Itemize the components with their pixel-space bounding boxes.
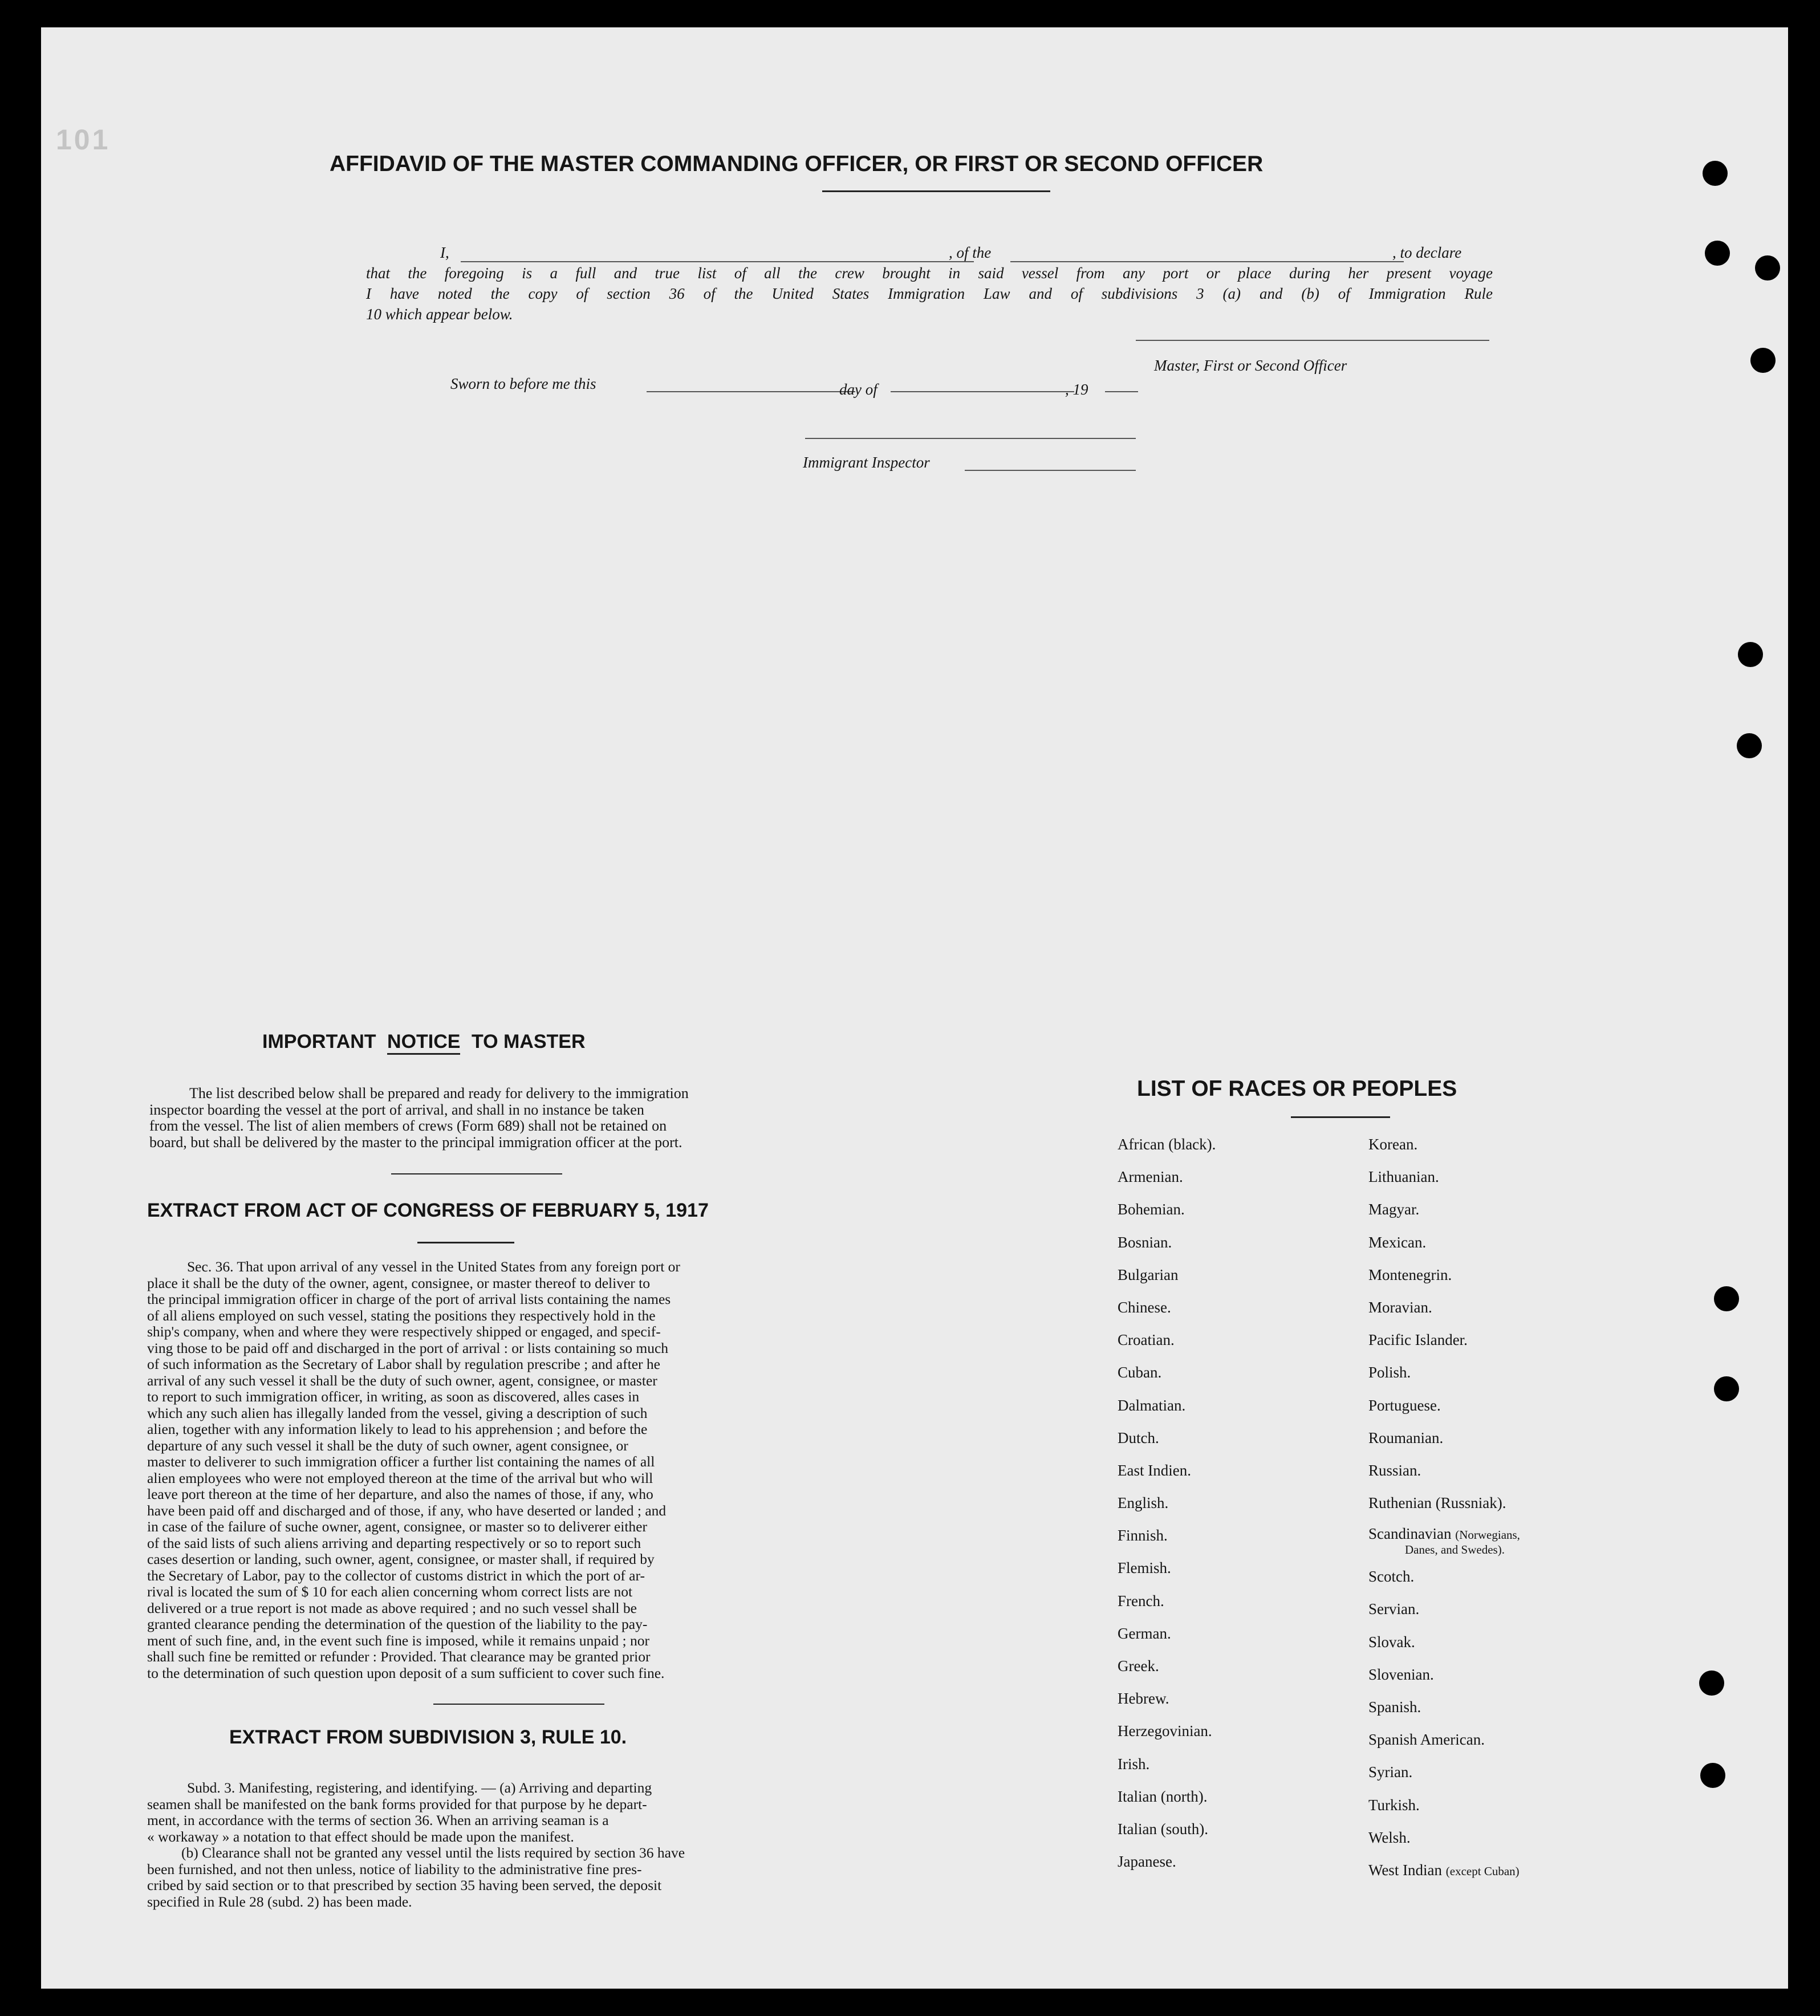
year-blank — [1105, 391, 1138, 392]
race-item: Montenegrin. — [1368, 1266, 1452, 1283]
race-item: Italian (south). — [1118, 1820, 1208, 1838]
notice-line: board, but shall be delivered by the master to the principal immigration officer at the port. — [149, 1133, 682, 1151]
act-line: Sec. 36. That upon arrival of any vessel in the United States from any foreign port or — [187, 1258, 680, 1275]
act-line: master to deliverer to such immigration officer a further list containing the names of all — [147, 1453, 655, 1470]
race-item: Lithuanian. — [1368, 1168, 1439, 1186]
race-item: Bohemian. — [1118, 1201, 1185, 1218]
race-item: Japanese. — [1118, 1853, 1176, 1871]
form-sheet — [41, 27, 1788, 1989]
race-item: Dalmatian. — [1118, 1396, 1186, 1414]
act-line: delivered or a true report is not made as above required ; and no such vessel shall be — [147, 1599, 637, 1616]
rule-line: been furnished, and not then unless, notice of liability to the administrative fine pres- — [147, 1860, 642, 1877]
act-divider — [433, 1704, 604, 1705]
race-item: Turkish. — [1368, 1796, 1420, 1814]
races-title: LIST OF RACES OR PEOPLES — [1137, 1076, 1457, 1101]
act-line: place it shall be the duty of the owner, agent, consignee, or master thereof to deliver to — [147, 1274, 650, 1291]
rule-line: ment, in accordance with the terms of section 36. When an arriving seaman is a — [147, 1812, 609, 1828]
race-item: Portuguese. — [1368, 1396, 1441, 1414]
race-item-west-indian — [1368, 1861, 1520, 1894]
race-item: Greek. — [1118, 1657, 1159, 1674]
act-line: alien employees who were not employed thereon at the time of the arrival but who will — [147, 1469, 653, 1486]
race-item: West Indian — [1368, 1861, 1443, 1879]
act-line: ving those to be paid off and discharged in the port of arrival : or lists containing so much — [147, 1339, 669, 1356]
affidavid-body-line1: that the foregoing is a full and true list of all the crew brought in said vessel from any port or place during her present voyage — [366, 265, 1493, 282]
race-item: Irish. — [1118, 1755, 1150, 1773]
race-item: Ruthenian (Russniak). — [1368, 1494, 1506, 1512]
races-left-column — [1118, 1136, 1216, 1885]
notice-title — [262, 1031, 586, 1055]
race-item: English. — [1118, 1494, 1169, 1512]
race-item: Mexican. — [1368, 1233, 1427, 1251]
punch-hole — [1755, 255, 1780, 281]
race-item: Servian. — [1368, 1600, 1420, 1618]
affidavid-title: AFFIDAVID OF THE MASTER COMMANDING OFFICER, OR FIRST OR SECOND OFFICER — [330, 152, 1264, 176]
year-label: , 19 — [1065, 381, 1088, 398]
race-item: Cuban. — [1118, 1364, 1162, 1381]
notice-divider — [391, 1173, 562, 1174]
race-note: (Norwegians, — [1455, 1528, 1520, 1542]
sworn-label: Sworn to before me this — [450, 375, 596, 392]
act-line: of such information as the Secretary of Labor shall by regulation prescribe ; and after he — [147, 1356, 660, 1372]
rule-line: Subd. 3. Manifesting, registering, and identifying. — (a) Arriving and departing — [187, 1779, 652, 1796]
name-blank — [461, 261, 974, 262]
act-line: to report to such immigration officer, in writing, as soon as discovered, alles cases in — [147, 1388, 640, 1405]
punch-hole — [1714, 1286, 1739, 1311]
race-item: East Indien. — [1118, 1461, 1191, 1479]
page-number: 101 — [56, 124, 111, 156]
act-line: of all aliens employed on such vessel, stating the positions they respectively hold in the — [147, 1307, 656, 1324]
punch-hole — [1703, 161, 1728, 186]
race-item: Slovak. — [1368, 1633, 1415, 1651]
race-item: Croatian. — [1118, 1331, 1175, 1349]
race-item: African (black). — [1118, 1136, 1216, 1153]
race-item: Chinese. — [1118, 1298, 1171, 1316]
affidavid-i-label: I, — [440, 244, 449, 261]
race-item: Pacific Islander. — [1368, 1331, 1468, 1349]
race-note: Danes, and Swedes). — [1405, 1543, 1505, 1557]
act-line: leave port thereon at the time of her departure, and also the names of those, if any, who — [147, 1486, 653, 1502]
rule-line: « workaway » a notation to that effect should be made upon the manifest. — [147, 1828, 574, 1845]
rule-line: (b) Clearance shall not be granted any vessel until the lists required by section 36 have — [181, 1844, 685, 1861]
rule-title: EXTRACT FROM SUBDIVISION 3, RULE 10. — [229, 1726, 627, 1748]
month-blank — [891, 391, 1074, 392]
signature-line — [1136, 340, 1489, 341]
punch-hole — [1738, 642, 1763, 667]
act-line: the Secretary of Labor, pay to the collector of customs district in which the port of ar- — [147, 1567, 645, 1584]
race-item: Polish. — [1368, 1364, 1411, 1381]
affidavid-body-line3: 10 which appear below. — [366, 306, 513, 323]
race-item: Flemish. — [1118, 1559, 1171, 1577]
inspector-signature-blank — [965, 470, 1136, 471]
act-line: which any such alien has illegally landed from the vessel, giving a description of such — [147, 1404, 648, 1421]
race-item: Welsh. — [1368, 1828, 1411, 1846]
act-line: to the determination of such question upon deposit of a sum sufficient to cover such fine. — [147, 1664, 665, 1681]
act-line: ment of such fine, and, in the event such fine is imposed, while it remains unpaid ; nor — [147, 1632, 649, 1649]
vessel-blank — [1010, 261, 1404, 262]
race-item: Armenian. — [1118, 1168, 1183, 1186]
of-the-label: , of the — [949, 244, 992, 261]
race-note: (except Cuban) — [1445, 1864, 1520, 1878]
races-title-underline — [1291, 1116, 1390, 1118]
act-title-underline — [417, 1242, 514, 1243]
race-item: Bulgarian — [1118, 1266, 1179, 1283]
signature-caption: Master, First or Second Officer — [1154, 357, 1347, 374]
sworn-day-blank — [647, 391, 855, 392]
race-item: Magyar. — [1368, 1201, 1420, 1218]
race-item: Spanish American. — [1368, 1731, 1485, 1749]
notice-title-part1: IMPORTANT — [262, 1031, 376, 1052]
race-item: Hebrew. — [1118, 1690, 1169, 1708]
act-line: arrival of any such vessel it shall be the duty of such owner, agent, consignee, or master — [147, 1372, 657, 1389]
race-item: German. — [1118, 1624, 1171, 1642]
notice-line: inspector boarding the vessel at the port of arrival, and shall in no instance be taken — [149, 1101, 644, 1118]
rule-line: seamen shall be manifested on the bank forms provided for that purpose by he depart- — [147, 1795, 647, 1812]
notice-title-part2: NOTICE — [387, 1031, 460, 1055]
act-line: ship's company, when and where they were respectively shipped or engaged, and specif- — [147, 1323, 661, 1340]
race-item: French. — [1118, 1592, 1164, 1609]
inspector-label: Immigrant Inspector — [803, 454, 930, 471]
races-right-column — [1368, 1136, 1520, 1894]
affidavid-body-line2: I have noted the copy of section 36 of the United States Immigration Law and of subdivisions 3 (a) and (b) of Immigration Rule — [366, 285, 1493, 302]
punch-hole — [1705, 241, 1730, 266]
race-item-scandinavian — [1368, 1527, 1520, 1568]
rule-line: cribed by said section or to that prescribed by section 35 having been served, the deposit — [147, 1877, 662, 1893]
act-text — [147, 1259, 848, 1681]
to-declare-label: , to declare — [1392, 244, 1462, 261]
rule-text — [147, 1780, 848, 1910]
notice-title-part3: TO MASTER — [471, 1031, 586, 1052]
day-of-label: day of — [839, 381, 878, 398]
rule-line: specified in Rule 28 (subd. 2) has been made. — [147, 1893, 412, 1910]
act-line: in case of the failure of suche owner, agent, consignee, or master so to deliverer either — [147, 1518, 647, 1535]
race-item: Scotch. — [1368, 1568, 1415, 1586]
race-item: Spanish. — [1368, 1698, 1421, 1716]
punch-hole — [1750, 348, 1776, 373]
notice-line: from the vessel. The list of alien members of crews (Form 689) shall not be retained on — [149, 1117, 667, 1134]
act-line: shall such fine be remitted or refunder : Provided. That clearance may be granted prior — [147, 1648, 651, 1665]
race-item: Bosnian. — [1118, 1233, 1172, 1251]
title-underline — [822, 190, 1050, 192]
act-line: the principal immigration officer in charge of the port of arrival lists containing the names — [147, 1291, 671, 1307]
notice-line: The list described below shall be prepared and ready for delivery to the immigration — [189, 1085, 689, 1102]
punch-hole — [1737, 733, 1762, 758]
race-item: Syrian. — [1368, 1763, 1413, 1781]
act-line: departure of any such vessel it shall be the duty of such owner, agent consignee, or — [147, 1437, 628, 1454]
race-item: Russian. — [1368, 1461, 1421, 1479]
act-line: granted clearance pending the determination of the question of the liability to the pay- — [147, 1616, 648, 1632]
act-line: rival is located the sum of $ 10 for each alien concerning whom correct lists are not — [147, 1583, 633, 1600]
punch-hole — [1699, 1670, 1724, 1696]
act-line: of the said lists of such aliens arriving and departing respectively or so to report such — [147, 1534, 641, 1551]
notice-text — [149, 1086, 848, 1151]
race-item: Moravian. — [1368, 1298, 1432, 1316]
inspector-line-top — [805, 438, 1136, 439]
race-item: Herzegovinian. — [1118, 1722, 1212, 1740]
act-title: EXTRACT FROM ACT OF CONGRESS OF FEBRUARY 5, 1917 — [147, 1200, 709, 1221]
punch-hole — [1714, 1376, 1739, 1401]
race-item: Italian (north). — [1118, 1787, 1208, 1805]
race-item: Finnish. — [1118, 1527, 1168, 1544]
act-line: alien, together with any information likely to lead to his apprehension ; and before the — [147, 1421, 648, 1437]
race-item: Roumanian. — [1368, 1429, 1444, 1446]
race-item: Korean. — [1368, 1136, 1418, 1153]
act-line: cases desertion or landing, such owner, agent, consignee, or master shall, if required by — [147, 1551, 655, 1567]
race-item: Scandinavian — [1368, 1525, 1452, 1543]
punch-hole — [1700, 1763, 1725, 1788]
race-item: Slovenian. — [1368, 1665, 1434, 1683]
act-line: have been paid off and discharged and of those, if any, who have deserted or landed ; and — [147, 1502, 667, 1519]
race-item: Dutch. — [1118, 1429, 1159, 1446]
